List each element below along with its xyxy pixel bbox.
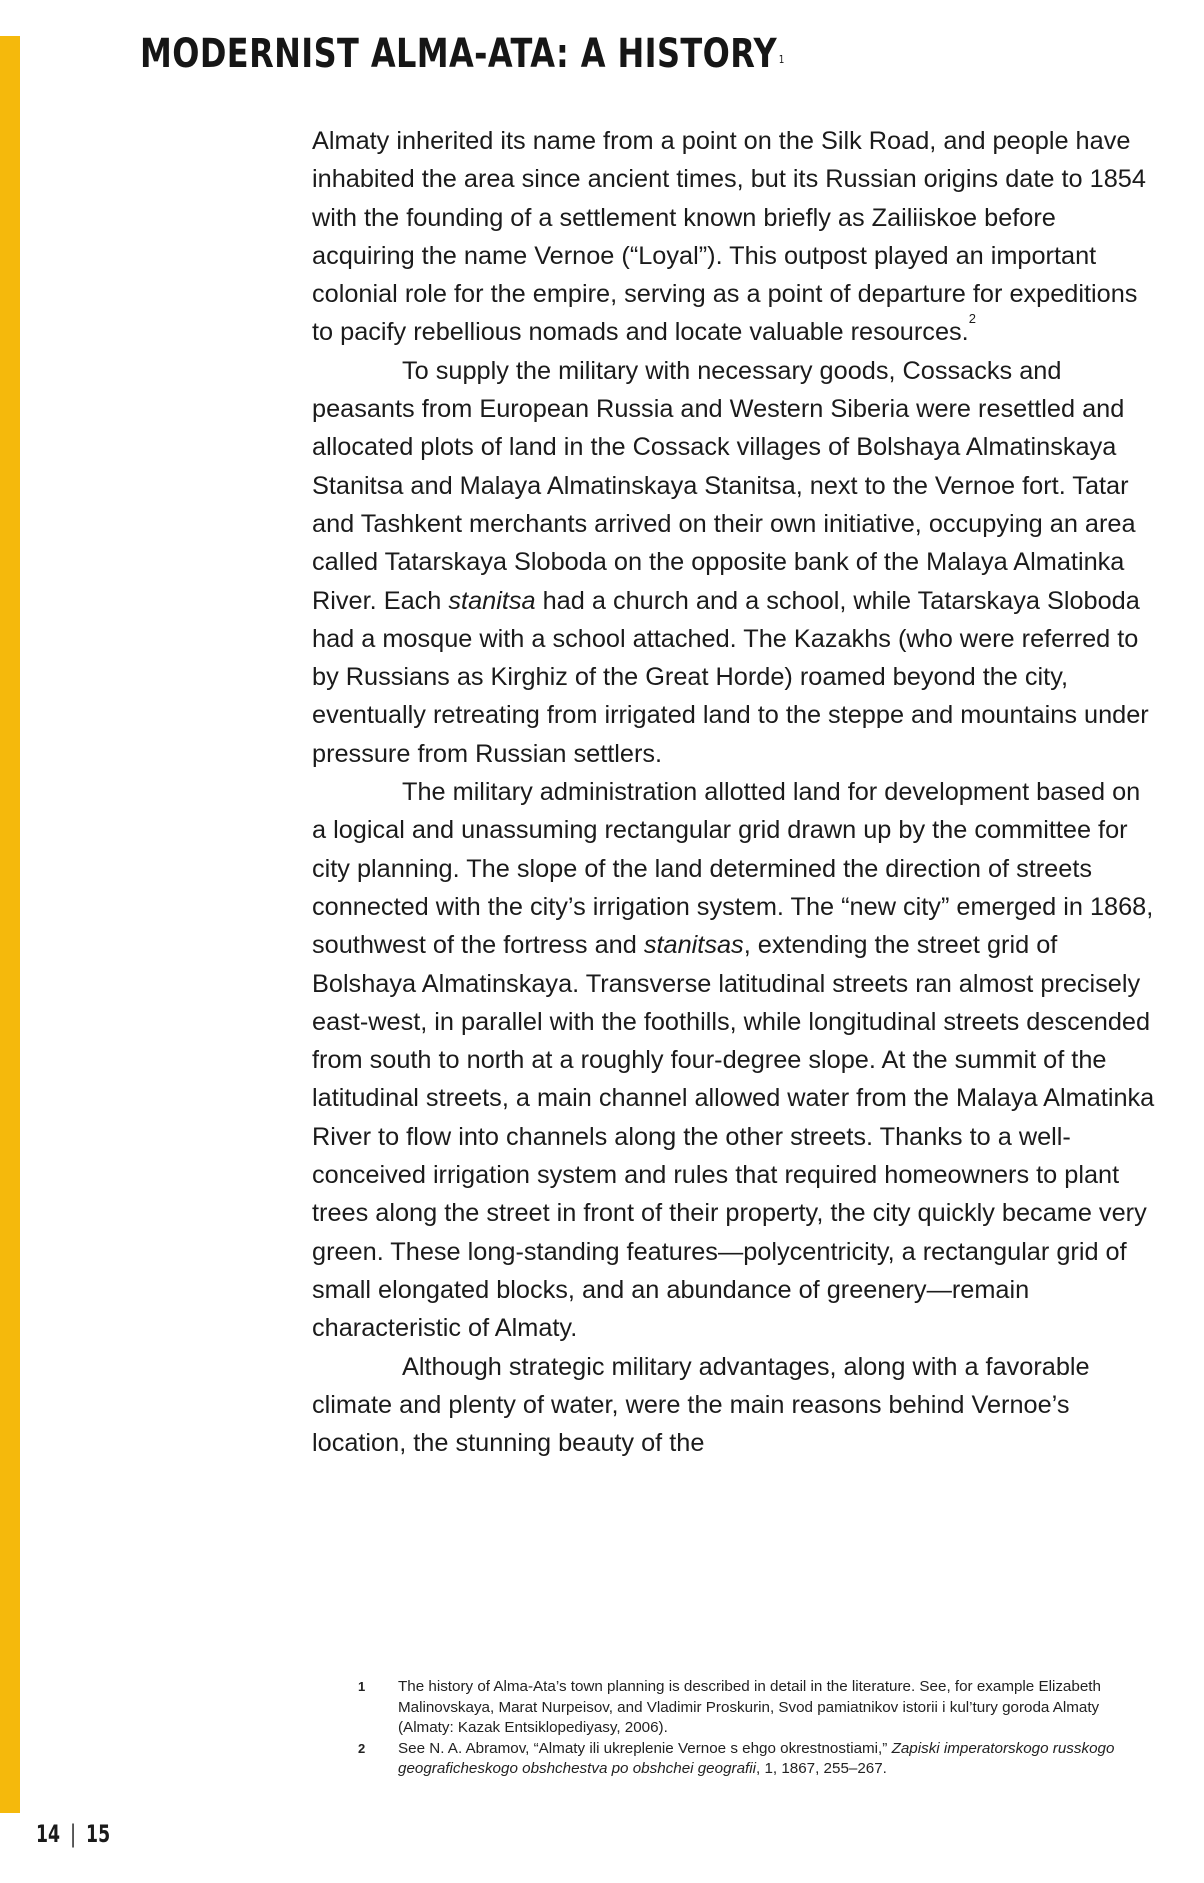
paragraph-2-text-b: had a church and a school, while Tatarskaya Sloboda had a mosque with a school attached. The Kazakhs (who were referred to by Russians as Kirghiz of the Great Horde) roamed beyond the city, eventually retreating from irrigated land to the steppe and mountains under pressure from Russian settlers. [312,586,1149,768]
page-number-right: 15 [86,1820,111,1848]
footnote-number: 2 [358,1740,366,1756]
page-title [140,30,785,78]
footnote-number: 1 [358,1679,366,1694]
footnote-italic-title: Zapiski imperatorskogo russkogo geograficheskogo obshchestva po obshchei geografii [398,1739,1115,1778]
page-numbers [36,1820,110,1848]
page-number-left: 14 [36,1820,61,1848]
footnotes [358,1677,1158,1780]
footnote-text: The history of Alma-Ata’s town planning is described in detail in the literature. See, for example Elizabeth Malinovskaya, Marat Nurpeisov, and Vladimir Proskurin, Svod pamiatnikov istorii i kul’tury goroda Almaty (Almaty: Kazak Entsiklopediyasy, 2006). [398,1678,1101,1737]
paragraph-1-text: Almaty inherited its name from a point on the Silk Road, and people have inhabited the area since ancient times, but its Russian origins date to 1854 with the founding of a settlement known briefly as Zailiiskoe before acquiring the name Vernoe (“Loyal”). This outpost played an important colonial role for the empire, serving as a point of departure for expeditions to pacify rebellious nomads and locate valuable resources. [312,127,1146,347]
footnote-text-post: , 1, 1867, 255–267. [756,1760,887,1778]
paragraph-3 [312,773,1158,1347]
footnote-2 [358,1739,1158,1780]
paragraph-2-text-a: To supply the military with necessary goods, Cossacks and peasants from European Russia and Western Siberia were resettled and allocated plots of land in the Cossack villages of Bolshaya Almatinskaya Stanitsa and Malaya Almatinskaya Stanitsa, next to the Vernoe fort. Tatar and Tashkent merchants arrived on their own initiative, occupying an area called Tatarskaya Sloboda on the opposite bank of the Malaya Almatinka River. Each [312,356,1136,615]
paragraph-3-text-b: , extending the street grid of Bolshaya Almatinskaya. Transverse latitudinal streets ran almost precisely east-west, in parallel with the foothills, while longitudinal streets descended from south to north at a roughly four-degree slope. At the summit of the latitudinal streets, a main channel allowed water from the Malaya Almatinka River to flow into channels along the other streets. Thanks to a well-conceived irrigation system and rules that required homeowners to plant trees along the street in front of their property, the city quickly became very green. These long-standing features—polycentricity, a rectangular grid of small elongated blocks, and an abundance of greenery—remain characteristic of Almaty. [312,931,1155,1343]
body-text [312,122,1158,1462]
footnote-1 [358,1677,1158,1739]
page-title-text: MODERNIST ALMA-ATA: A HISTORY [140,31,778,77]
paragraph-2-italic: stanitsa [448,586,536,615]
yellow-edge-bar [0,36,20,1813]
paragraph-1 [312,122,1158,352]
paragraph-3-italic: stanitsas [643,931,744,960]
title-footnote-ref[interactable]: 1 [778,53,785,66]
paragraph-2 [312,352,1158,773]
page-number-separator: | [70,1820,76,1848]
paragraph-3-text-a: The military administration allotted land for development based on a logical and unassuming rectangular grid drawn up by the committee for city planning. The slope of the land determined the direction of streets connected with the city’s irrigation system. The “new city” emerged in 1868, southwest of the fortress and [312,778,1154,960]
paragraph-4-text: Although strategic military advantages, along with a favorable climate and plenty of water, were the main reasons behind Vernoe’s location, the stunning beauty of the [312,1352,1090,1458]
footnote-text [398,1739,1158,1780]
footnote-ref-2[interactable]: 2 [968,311,976,327]
footnote-text-pre: See N. A. Abramov, “Almaty ili ukreplenie Vernoe s ehgo okrestnostiami,” [398,1739,888,1757]
paragraph-4 [312,1348,1158,1463]
